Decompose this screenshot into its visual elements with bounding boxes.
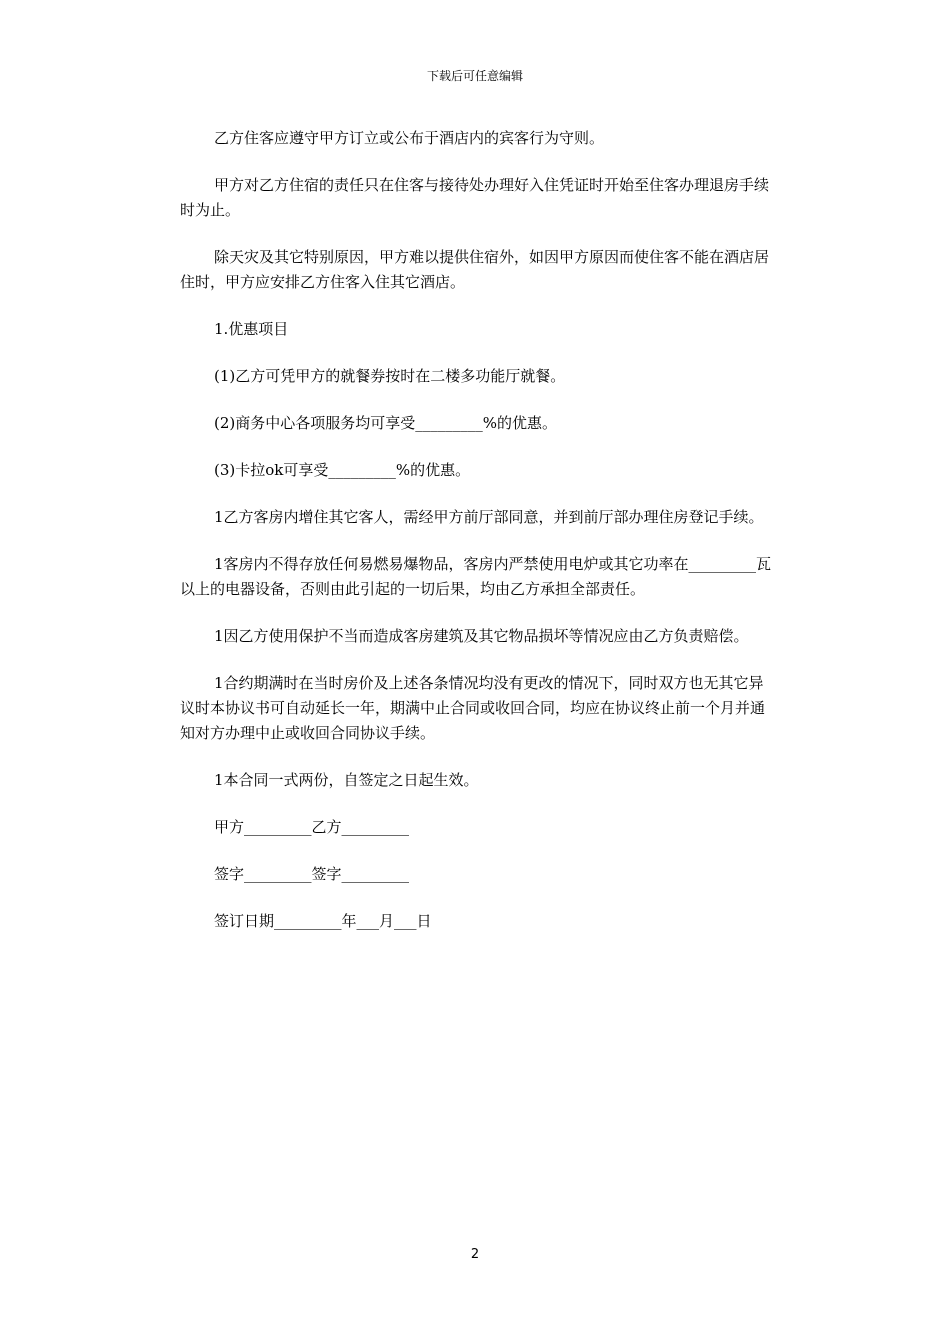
paragraph-karaoke-discount: (3)卡拉ok可享受_________%的优惠。 (214, 461, 471, 479)
signature-date-line: 签订日期_________年___月___日 (214, 912, 432, 930)
paragraph-extra-guests: 1乙方客房内增住其它客人，需经甲方前厅部同意，并到前厅部办理住房登记手续。 (214, 508, 764, 526)
section-heading-discounts: 1.优惠项目 (214, 320, 289, 338)
paragraph-guest-rules: 乙方住客应遵守甲方订立或公布于酒店内的宾客行为守则。 (214, 129, 605, 147)
document-body (180, 126, 772, 956)
paragraph-damage-compensation: 1因乙方使用保护不当而造成客房建筑及其它物品损坏等情况应由乙方负责赔偿。 (214, 627, 749, 645)
paragraph-dining-voucher: (1)乙方可凭甲方的就餐券按时在二楼多功能厅就餐。 (214, 367, 566, 385)
paragraph-prohibited-items: 1客房内不得存放任何易燃易爆物品，客房内严禁使用电炉或其它功率在_________瓦以上的电器设备，否则由此引起的一切后果，均由乙方承担全部责任。 (180, 555, 772, 598)
paragraph-contract-renewal: 1合约期满时在当时房价及上述各条情况均没有更改的情况下，同时双方也无其它异议时本协议书可自动延长一年，期满中止合同或收回合同，均应在协议终止前一个月并通知对方办理中止或收回合同协议手续。 (180, 674, 766, 742)
signature-parties-line: 甲方_________乙方_________ (214, 818, 410, 836)
signature-signing-line: 签字_________签字_________ (214, 865, 410, 883)
paragraph-liability-period: 甲方对乙方住宿的责任只在住客与接待处办理好入住凭证时开始至住客办理退房手续时为止。 (180, 176, 770, 219)
paragraph-effective-date: 1本合同一式两份，自签定之日起生效。 (214, 771, 479, 789)
page-number: 2 (470, 1247, 480, 1262)
paragraph-business-center-discount: (2)商务中心各项服务均可享受_________%的优惠。 (214, 414, 558, 432)
paragraph-force-majeure: 除天灾及其它特别原因，甲方难以提供住宿外，如因甲方原因而使住客不能在酒店居住时，甲方应安排乙方住客入住其它酒店。 (180, 248, 770, 291)
page-header: 下载后可任意编辑 (426, 69, 523, 83)
